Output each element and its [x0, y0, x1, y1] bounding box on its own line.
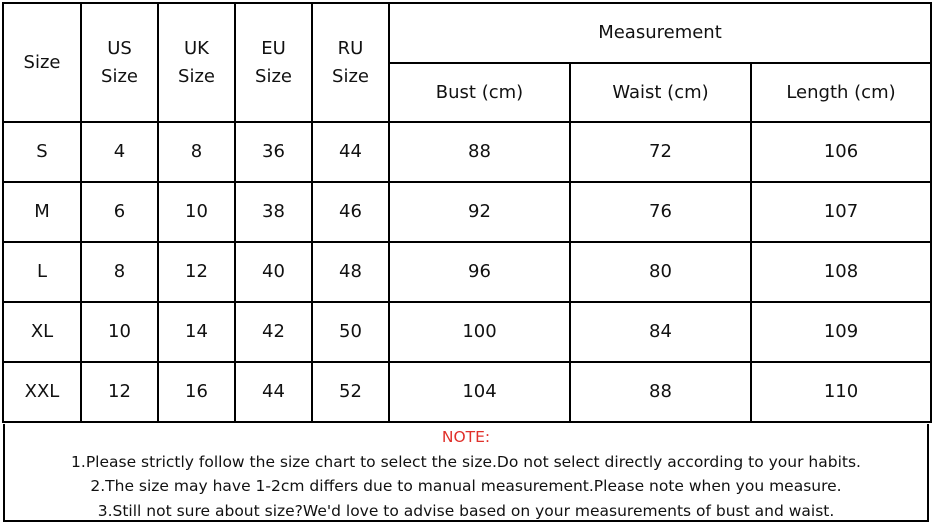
cell-uk: 8 — [158, 122, 235, 182]
table-row — [3, 242, 931, 302]
size-chart-table — [2, 2, 932, 423]
notes-section — [3, 424, 929, 522]
cell-size: M — [3, 182, 81, 242]
note-line: 2.The size may have 1-2cm differs due to manual measurement.Please note when you measure. — [90, 477, 842, 495]
cell-length: 108 — [751, 242, 931, 302]
cell-ru: 52 — [312, 362, 389, 422]
header-length: Length (cm) — [751, 63, 931, 122]
cell-ru: 50 — [312, 302, 389, 362]
cell-bust: 88 — [389, 122, 570, 182]
cell-bust: 92 — [389, 182, 570, 242]
cell-length: 110 — [751, 362, 931, 422]
cell-length: 107 — [751, 182, 931, 242]
cell-length: 106 — [751, 122, 931, 182]
header-uk-size: UK Size — [158, 3, 235, 122]
header-waist: Waist (cm) — [570, 63, 751, 122]
table-row — [3, 182, 931, 242]
note-line: 1.Please strictly follow the size chart to select the size.Do not select directly according to your habits. — [71, 452, 861, 471]
note-title: NOTE: — [441, 428, 491, 446]
cell-us: 8 — [81, 242, 158, 302]
cell-waist: 88 — [570, 362, 751, 422]
cell-waist: 72 — [570, 122, 751, 182]
cell-ru: 44 — [312, 122, 389, 182]
cell-eu: 36 — [235, 122, 312, 182]
table-row — [3, 122, 931, 182]
cell-uk: 10 — [158, 182, 235, 242]
cell-size: XXL — [3, 362, 81, 422]
cell-waist: 76 — [570, 182, 751, 242]
cell-uk: 16 — [158, 362, 235, 422]
cell-eu: 38 — [235, 182, 312, 242]
table-row — [3, 362, 931, 422]
cell-uk: 12 — [158, 242, 235, 302]
table-row — [3, 302, 931, 362]
note-line: 3.Still not sure about size?We'd love to advise based on your measurements of bust and waist. — [97, 501, 835, 520]
cell-bust: 100 — [389, 302, 570, 362]
cell-bust: 104 — [389, 362, 570, 422]
cell-bust: 96 — [389, 242, 570, 302]
cell-uk: 14 — [158, 302, 235, 362]
header-size: Size — [3, 3, 81, 122]
cell-ru: 46 — [312, 182, 389, 242]
cell-us: 4 — [81, 122, 158, 182]
header-ru-size: RU Size — [312, 3, 389, 122]
cell-eu: 42 — [235, 302, 312, 362]
cell-us: 6 — [81, 182, 158, 242]
cell-waist: 84 — [570, 302, 751, 362]
cell-ru: 48 — [312, 242, 389, 302]
cell-size: L — [3, 242, 81, 302]
cell-size: S — [3, 122, 81, 182]
header-measurement: Measurement — [389, 3, 931, 63]
cell-length: 109 — [751, 302, 931, 362]
header-eu-size: EU Size — [235, 3, 312, 122]
header-row — [3, 3, 931, 63]
cell-eu: 40 — [235, 242, 312, 302]
cell-size: XL — [3, 302, 81, 362]
cell-us: 12 — [81, 362, 158, 422]
cell-eu: 44 — [235, 362, 312, 422]
cell-waist: 80 — [570, 242, 751, 302]
header-us-size: US Size — [81, 3, 158, 122]
cell-us: 10 — [81, 302, 158, 362]
header-bust: Bust (cm) — [389, 63, 570, 122]
